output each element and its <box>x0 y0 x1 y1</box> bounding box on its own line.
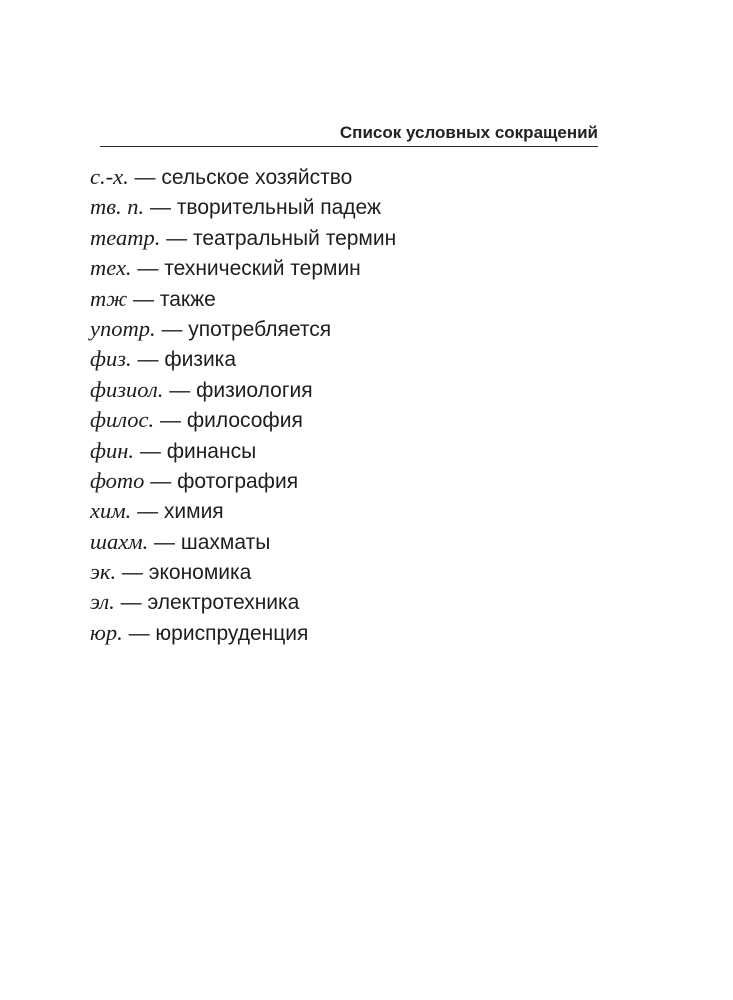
abbreviation-meaning: фотография <box>177 469 299 493</box>
abbreviation-meaning: физика <box>164 348 237 372</box>
abbreviation-entry <box>90 587 610 617</box>
abbreviation-meaning: сельское хозяйство <box>161 166 353 189</box>
abbreviation-entry <box>90 405 610 435</box>
abbreviation: физ. <box>90 346 132 372</box>
dash-separator: — <box>127 287 160 311</box>
abbreviation-meaning: шахматы <box>180 530 271 554</box>
dash-separator: — <box>122 621 156 645</box>
dash-separator: — <box>116 561 149 585</box>
abbreviation-entry <box>90 496 610 526</box>
abbreviation-meaning: электротехника <box>147 591 300 615</box>
dash-separator: — <box>131 257 165 281</box>
abbreviation: эк. <box>90 559 117 585</box>
abbreviation: тв. п. <box>90 194 145 220</box>
abbreviation-entry <box>90 162 610 192</box>
dash-separator: — <box>128 166 162 189</box>
abbreviation-meaning: употребляется <box>188 317 332 341</box>
abbreviation-meaning: также <box>159 287 216 311</box>
abbreviation-entry <box>90 192 610 222</box>
abbreviation-entry <box>90 527 610 557</box>
abbreviation: юр. <box>90 619 123 645</box>
abbreviation-entry <box>90 344 610 374</box>
abbreviation-entry <box>90 466 610 496</box>
abbreviation-entry <box>90 618 610 648</box>
abbreviation-meaning: экономика <box>148 561 252 585</box>
abbreviation: тж <box>90 285 128 311</box>
abbreviation-meaning: химия <box>163 500 224 524</box>
abbreviation: фото <box>90 467 145 493</box>
abbreviation: шахм. <box>90 528 149 554</box>
dash-separator: — <box>131 348 165 372</box>
abbreviation-entry <box>90 375 610 405</box>
abbreviation: филос. <box>90 407 155 433</box>
dash-separator: — <box>160 226 193 250</box>
dash-separator: — <box>134 439 167 463</box>
abbreviation-entry <box>90 436 610 466</box>
abbreviation-entry <box>90 314 610 344</box>
abbreviation: употр. <box>90 315 156 341</box>
abbreviation: эл. <box>90 589 115 615</box>
abbreviation-meaning: театральный термин <box>192 226 397 250</box>
abbreviation-meaning: юриспруденция <box>155 621 309 645</box>
abbreviation-list <box>90 162 610 648</box>
dash-separator: — <box>144 469 178 493</box>
abbreviation: фин. <box>90 437 135 463</box>
dash-separator: — <box>114 591 148 615</box>
abbreviation-meaning: физиология <box>196 378 313 402</box>
abbreviation-meaning: философия <box>186 409 303 433</box>
running-header: Список условных сокращений <box>339 123 598 142</box>
abbreviation-entry <box>90 223 610 253</box>
abbreviation: хим. <box>90 498 132 524</box>
abbreviation-entry <box>90 253 610 283</box>
abbreviation-meaning: технический термин <box>164 257 361 281</box>
abbreviation-entry <box>90 284 610 314</box>
abbreviation: с.-х. <box>90 164 129 189</box>
dash-separator: — <box>163 378 197 402</box>
dash-separator: — <box>148 530 181 554</box>
dash-separator: — <box>131 500 164 524</box>
abbreviation-meaning: творительный падеж <box>176 196 382 220</box>
abbreviation: физиол. <box>90 376 164 402</box>
header-rule <box>100 146 598 147</box>
dash-separator: — <box>155 317 189 341</box>
abbreviation-meaning: финансы <box>166 439 257 463</box>
dash-separator: — <box>144 196 177 220</box>
abbreviation: тех. <box>90 255 132 281</box>
abbreviation-entry <box>90 557 610 587</box>
abbreviation: театр. <box>90 224 161 250</box>
dash-separator: — <box>154 409 187 433</box>
